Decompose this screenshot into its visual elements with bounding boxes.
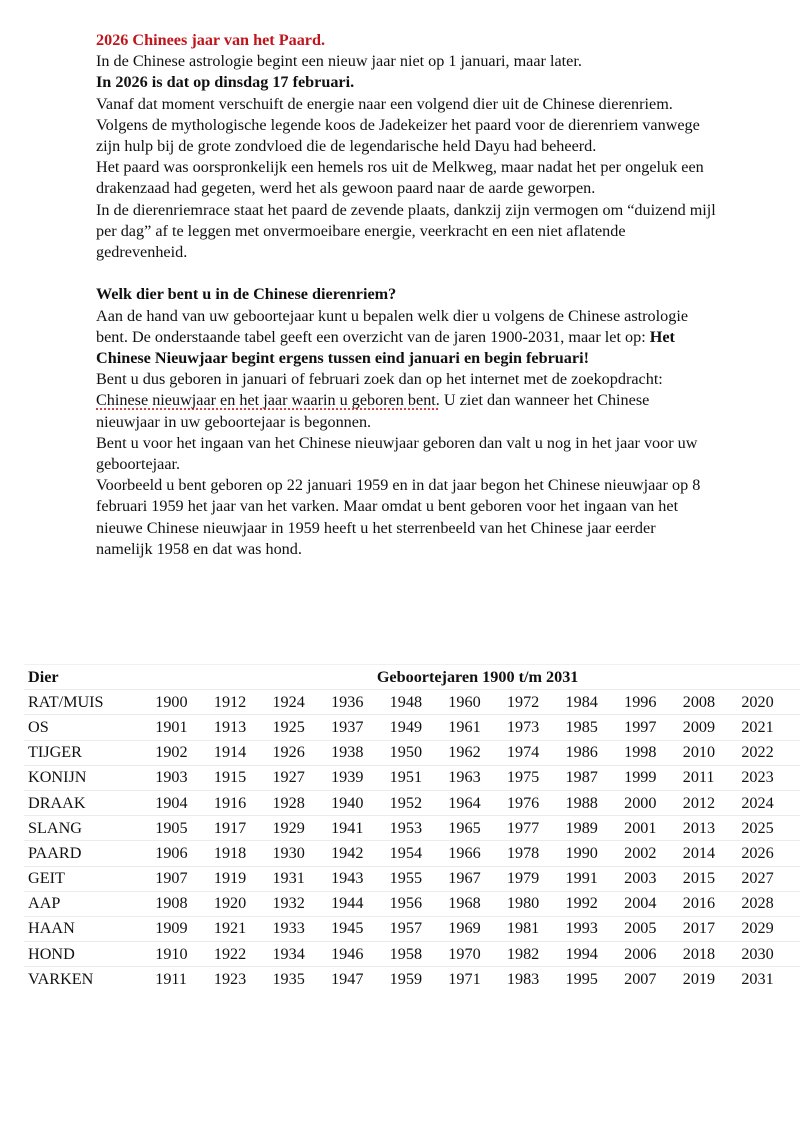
article-text xyxy=(96,30,716,560)
year-cell: 2016 xyxy=(683,891,742,916)
year-cell: 2002 xyxy=(624,841,683,866)
year-cell: 1932 xyxy=(272,891,331,916)
year-cell: 1963 xyxy=(448,765,507,790)
year-cell: 1988 xyxy=(566,790,625,815)
section-p1-warning: Het Chinese Nieuwjaar begint ergens tussen eind januari en begin februari! xyxy=(96,327,675,368)
year-cell: 1946 xyxy=(331,942,390,967)
year-cell: 1975 xyxy=(507,765,566,790)
year-cell: 1958 xyxy=(390,942,449,967)
section-p2-end: U ziet dan wanneer het Chinese nieuwjaar in uw geboortejaar is begonnen. xyxy=(96,391,650,431)
year-cell: 1954 xyxy=(390,841,449,866)
year-cell: 2004 xyxy=(624,891,683,916)
intro-paragraph-4: Volgens de mythologische legende koos de Jadekeizer het paard voor de dierenriem vanwege zijn hulp bij de grote zondvloed die de legendarische held Dayu had beheerd. xyxy=(96,115,700,156)
table-row xyxy=(24,816,800,841)
year-cell: 1968 xyxy=(448,891,507,916)
year-cell: 2000 xyxy=(624,790,683,815)
year-cell: 1935 xyxy=(272,967,331,992)
year-cell: 2011 xyxy=(683,765,742,790)
animal-name: PAARD xyxy=(24,841,155,866)
year-cell: 1991 xyxy=(566,866,625,891)
animal-name: TIJGER xyxy=(24,740,155,765)
year-cell: 1922 xyxy=(214,942,273,967)
year-cell: 1904 xyxy=(155,790,214,815)
year-cell: 1984 xyxy=(566,690,625,715)
year-cell: 2017 xyxy=(683,916,742,941)
year-cell: 2028 xyxy=(741,891,800,916)
year-cell: 1997 xyxy=(624,715,683,740)
year-cell: 1956 xyxy=(390,891,449,916)
section-p2-text: Bent u dus geboren in januari of februari zoek dan op het internet met de zoekopdracht: xyxy=(96,370,663,389)
section-paragraph-3: Bent u voor het ingaan van het Chinese nieuwjaar geboren dan valt u nog in het jaar voor uw geboortejaar. xyxy=(96,433,698,474)
section-p1-text: Aan de hand van uw geboortejaar kunt u bepalen welk dier u volgens de Chinese astrologie bent. De onderstaande tabel geeft een overzicht van de jaren 1900-2031, maar let op: xyxy=(96,306,689,346)
year-cell: 1943 xyxy=(331,866,390,891)
table-row xyxy=(24,967,800,992)
year-cell: 2008 xyxy=(683,690,742,715)
year-cell: 1998 xyxy=(624,740,683,765)
year-cell: 1974 xyxy=(507,740,566,765)
year-cell: 1961 xyxy=(448,715,507,740)
year-cell: 2010 xyxy=(683,740,742,765)
year-cell: 1976 xyxy=(507,790,566,815)
year-cell: 1901 xyxy=(155,715,214,740)
year-cell: 2021 xyxy=(741,715,800,740)
table-row xyxy=(24,690,800,715)
year-cell: 1942 xyxy=(331,841,390,866)
intro-date-highlight: In 2026 is dat op dinsdag 17 februari. xyxy=(96,73,355,92)
animal-name: HOND xyxy=(24,942,155,967)
header-animal: Dier xyxy=(24,665,155,690)
year-cell: 2009 xyxy=(683,715,742,740)
year-cell: 1926 xyxy=(272,740,331,765)
section-paragraph-1 xyxy=(96,306,716,370)
year-cell: 2031 xyxy=(741,967,800,992)
table-header-row xyxy=(24,665,800,690)
animal-name: RAT/MUIS xyxy=(24,690,155,715)
table-row xyxy=(24,916,800,941)
year-cell: 1964 xyxy=(448,790,507,815)
year-cell: 1952 xyxy=(390,790,449,815)
table-row xyxy=(24,740,800,765)
table-row xyxy=(24,765,800,790)
year-cell: 1960 xyxy=(448,690,507,715)
year-cell: 1995 xyxy=(566,967,625,992)
year-cell: 1910 xyxy=(155,942,214,967)
year-cell: 1933 xyxy=(272,916,331,941)
year-cell: 1986 xyxy=(566,740,625,765)
year-cell: 1973 xyxy=(507,715,566,740)
year-cell: 2019 xyxy=(683,967,742,992)
year-cell: 2029 xyxy=(741,916,800,941)
year-cell: 1989 xyxy=(566,816,625,841)
section-heading: Welk dier bent u in de Chinese dierenriem? xyxy=(96,285,397,304)
year-cell: 1936 xyxy=(331,690,390,715)
year-cell: 1959 xyxy=(390,967,449,992)
intro-paragraph-3: Vanaf dat moment verschuift de energie naar een volgend dier uit de Chinese dierenriem. xyxy=(96,94,673,113)
year-cell: 1944 xyxy=(331,891,390,916)
year-cell: 1951 xyxy=(390,765,449,790)
year-cell: 1914 xyxy=(214,740,273,765)
page-title: 2026 Chinees jaar van het Paard. xyxy=(96,31,326,49)
section-paragraph-4: Voorbeeld u bent geboren op 22 januari 1959 en in dat jaar begon het Chinese nieuwjaar op 8 februari 1959 het jaar van het varken. Maar omdat u bent geboren voor het ingaan van het nieuwe Chinese nieuwjaar in 1959 heeft u het sterrenbeeld van het Chinese jaar eerder namelijk 1958 en dat was hond. xyxy=(96,476,701,558)
year-cell: 1965 xyxy=(448,816,507,841)
year-cell: 1937 xyxy=(331,715,390,740)
year-cell: 1987 xyxy=(566,765,625,790)
table-row xyxy=(24,715,800,740)
search-query-text: Chinese nieuwjaar en het jaar waarin u geboren bent. xyxy=(96,391,440,410)
year-cell: 1966 xyxy=(448,841,507,866)
table-row xyxy=(24,942,800,967)
year-cell: 2003 xyxy=(624,866,683,891)
year-cell: 2015 xyxy=(683,866,742,891)
year-cell: 1913 xyxy=(214,715,273,740)
year-cell: 2020 xyxy=(741,690,800,715)
year-cell: 1916 xyxy=(214,790,273,815)
year-cell: 1982 xyxy=(507,942,566,967)
year-cell: 1915 xyxy=(214,765,273,790)
year-cell: 1947 xyxy=(331,967,390,992)
year-cell: 1978 xyxy=(507,841,566,866)
year-cell: 1972 xyxy=(507,690,566,715)
table-row xyxy=(24,790,800,815)
intro-paragraph-5: Het paard was oorspronkelijk een hemels ros uit de Melkweg, maar nadat het per ongeluk een drakenzaad had gegeten, werd het als gewoon paard naar de aarde geworpen. xyxy=(96,158,704,198)
year-cell: 1927 xyxy=(272,765,331,790)
year-cell: 1925 xyxy=(272,715,331,740)
year-cell: 1993 xyxy=(566,916,625,941)
year-cell: 1939 xyxy=(331,765,390,790)
year-cell: 2012 xyxy=(683,790,742,815)
year-cell: 1994 xyxy=(566,942,625,967)
header-years: Geboortejaren 1900 t/m 2031 xyxy=(155,665,800,690)
year-cell: 1970 xyxy=(448,942,507,967)
year-cell: 1918 xyxy=(214,841,273,866)
year-cell: 1929 xyxy=(272,816,331,841)
table-row xyxy=(24,866,800,891)
year-cell: 1934 xyxy=(272,942,331,967)
year-cell: 1908 xyxy=(155,891,214,916)
year-cell: 2013 xyxy=(683,816,742,841)
year-cell: 2014 xyxy=(683,841,742,866)
zodiac-years-table xyxy=(24,664,800,991)
animal-name: HAAN xyxy=(24,916,155,941)
year-cell: 1990 xyxy=(566,841,625,866)
year-cell: 1981 xyxy=(507,916,566,941)
year-cell: 1911 xyxy=(155,967,214,992)
year-cell: 2022 xyxy=(741,740,800,765)
year-cell: 2027 xyxy=(741,866,800,891)
year-cell: 1902 xyxy=(155,740,214,765)
animal-name: KONIJN xyxy=(24,765,155,790)
year-cell: 1992 xyxy=(566,891,625,916)
year-cell: 1983 xyxy=(507,967,566,992)
year-cell: 1953 xyxy=(390,816,449,841)
year-cell: 1919 xyxy=(214,866,273,891)
year-cell: 1912 xyxy=(214,690,273,715)
year-cell: 1917 xyxy=(214,816,273,841)
year-cell: 2005 xyxy=(624,916,683,941)
year-cell: 1948 xyxy=(390,690,449,715)
year-cell: 2018 xyxy=(683,942,742,967)
year-cell: 1967 xyxy=(448,866,507,891)
year-cell: 1957 xyxy=(390,916,449,941)
year-cell: 1977 xyxy=(507,816,566,841)
spacer xyxy=(96,263,716,284)
year-cell: 2030 xyxy=(741,942,800,967)
year-cell: 1979 xyxy=(507,866,566,891)
year-cell: 1905 xyxy=(155,816,214,841)
year-cell: 1909 xyxy=(155,916,214,941)
year-cell: 2001 xyxy=(624,816,683,841)
year-cell: 1923 xyxy=(214,967,273,992)
year-cell: 2007 xyxy=(624,967,683,992)
intro-paragraph-6: In de dierenriemrace staat het paard de zevende plaats, dankzij zijn vermogen om “duizend mijl per dag” af te leggen met onvermoeibare energie, veerkracht en een niet aflatende gedrevenheid. xyxy=(96,200,716,262)
table-body xyxy=(24,690,800,992)
year-cell: 1969 xyxy=(448,916,507,941)
year-cell: 2026 xyxy=(741,841,800,866)
animal-name: VARKEN xyxy=(24,967,155,992)
section-paragraph-2 xyxy=(96,369,716,433)
year-cell: 1941 xyxy=(331,816,390,841)
year-cell: 1907 xyxy=(155,866,214,891)
year-cell: 1938 xyxy=(331,740,390,765)
year-cell: 1931 xyxy=(272,866,331,891)
year-cell: 1996 xyxy=(624,690,683,715)
year-cell: 1999 xyxy=(624,765,683,790)
table-row xyxy=(24,891,800,916)
year-cell: 1920 xyxy=(214,891,273,916)
year-cell: 1930 xyxy=(272,841,331,866)
year-cell: 1949 xyxy=(390,715,449,740)
year-cell: 2023 xyxy=(741,765,800,790)
year-cell: 1903 xyxy=(155,765,214,790)
year-cell: 2006 xyxy=(624,942,683,967)
year-cell: 1928 xyxy=(272,790,331,815)
year-cell: 2025 xyxy=(741,816,800,841)
table-row xyxy=(24,841,800,866)
year-cell: 1945 xyxy=(331,916,390,941)
animal-name: GEIT xyxy=(24,866,155,891)
animal-name: SLANG xyxy=(24,816,155,841)
year-cell: 1955 xyxy=(390,866,449,891)
year-cell: 1906 xyxy=(155,841,214,866)
year-cell: 1950 xyxy=(390,740,449,765)
intro-paragraph-1: In de Chinese astrologie begint een nieuw jaar niet op 1 januari, maar later. xyxy=(96,52,582,71)
year-cell: 1962 xyxy=(448,740,507,765)
year-cell: 1985 xyxy=(566,715,625,740)
year-cell: 1900 xyxy=(155,690,214,715)
year-cell: 2024 xyxy=(741,790,800,815)
year-cell: 1921 xyxy=(214,916,273,941)
animal-name: AAP xyxy=(24,891,155,916)
animal-name: DRAAK xyxy=(24,790,155,815)
year-cell: 1940 xyxy=(331,790,390,815)
year-cell: 1971 xyxy=(448,967,507,992)
animal-name: OS xyxy=(24,715,155,740)
year-cell: 1980 xyxy=(507,891,566,916)
year-cell: 1924 xyxy=(272,690,331,715)
